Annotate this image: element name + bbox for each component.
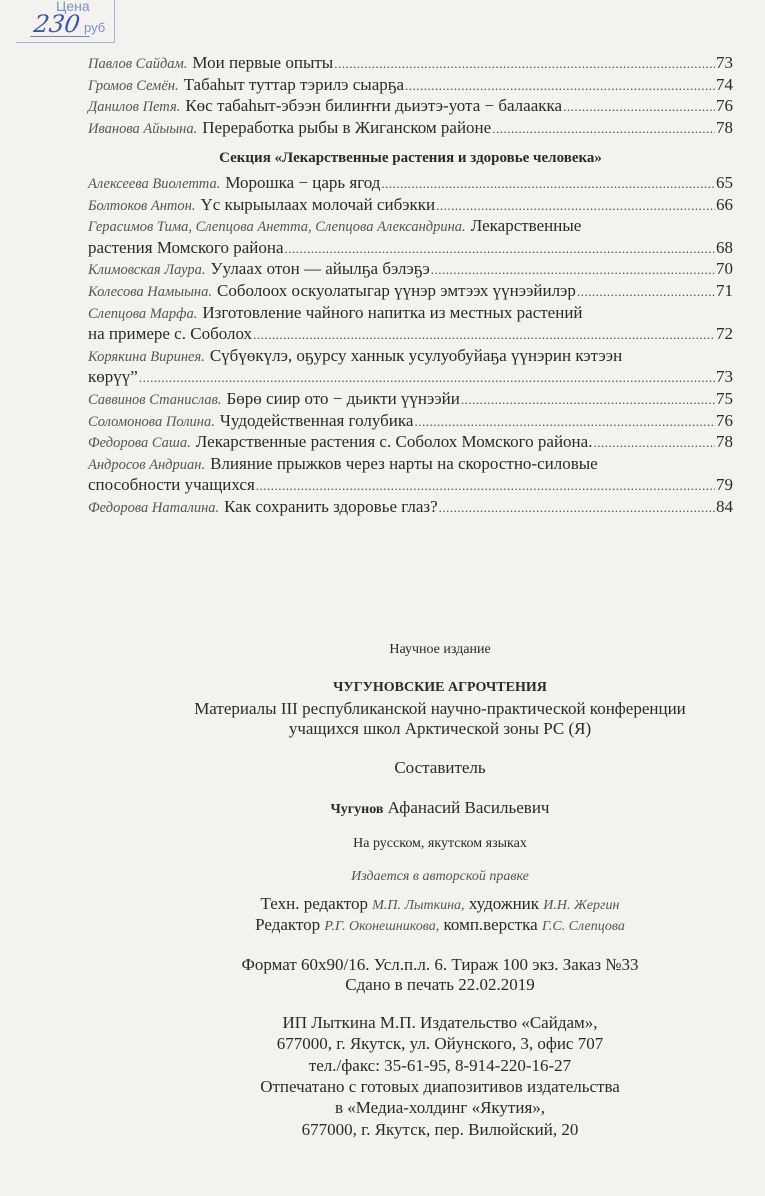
toc-author: Федорова Саша. [88, 435, 191, 452]
artist: И.Н. Жергин [543, 898, 620, 913]
toc-title-continuation: растения Момского района [88, 237, 284, 257]
toc-title: Сүбүөкүлэ, оҕурсу ханнык усулуобуйаҕа үүнэрин кэтээн [209, 345, 623, 365]
toc-page: 76 [716, 96, 733, 116]
subtitle-line-1: Материалы III республиканской научно-практической конференции [194, 699, 686, 718]
dot-leader [139, 367, 715, 388]
artist-label: художник [468, 894, 540, 913]
toc-title: Лекарственные [470, 216, 582, 236]
toc-page: 72 [716, 324, 733, 344]
toc-author: Громов Семён. [88, 77, 179, 94]
format-line: Формат 60х90/16. Усл.п.л. 6. Тираж 100 экз. Заказ №33 [241, 955, 639, 974]
dot-leader [405, 75, 715, 96]
toc-author: Корякина Виринея. [88, 348, 205, 365]
toc-author: Болтоков Антон. [88, 197, 196, 214]
toc-title: Влияние прыжков через нарты на скоростно-силовые [210, 453, 598, 473]
dot-leader [563, 96, 715, 117]
printed-line-3: 677000, г. Якутск, пер. Вилюйский, 20 [301, 1120, 579, 1139]
toc-title: Чудодейственная голубика [219, 410, 414, 430]
toc-title: Көс табаһыт-эбээн билиҥҥи дьиэтэ-уота − балаакка [185, 96, 563, 116]
toc-page: 65 [716, 173, 733, 192]
toc-author: Данилов Петя. [88, 99, 181, 116]
compiler-label: Составитель [394, 758, 486, 777]
toc-author: Климовская Лаура. [88, 262, 206, 279]
dot-leader [436, 195, 715, 216]
toc-author: Иванова Айыына. [88, 120, 198, 137]
toc-author: Павлов Сайдам. [88, 56, 188, 72]
print-date: Сдано в печать 22.02.2019 [345, 975, 535, 994]
section-title: Секция «Лекарственные растения и здоровье человека» [219, 150, 602, 166]
book-title: ЧУГУНОВСКИЕ АГРОЧТЕНИЯ [333, 680, 547, 695]
toc-entry-continuation [88, 475, 733, 496]
toc-page: 66 [716, 194, 733, 214]
toc-entry [88, 432, 733, 453]
toc-page: 73 [716, 53, 733, 72]
price-label: Цена [56, 0, 90, 14]
tech-editor-label: Техн. редактор [260, 894, 368, 913]
languages: На русском, якутском языках [353, 836, 527, 851]
dot-leader [461, 389, 715, 410]
publisher: ИП Лыткина М.П. Издательство «Сайдам», [282, 1013, 598, 1032]
toc-entry [88, 53, 733, 74]
toc-title: Бөрө сиир ото − дьикти үүнээйи [226, 389, 460, 408]
toc-title: Үс кырыылаах молочай сибэкки [200, 194, 436, 214]
dot-leader [439, 497, 715, 518]
toc-entry [88, 497, 733, 518]
toc-entry [88, 303, 733, 324]
author-edit-note: Издается в авторской правке [351, 869, 529, 884]
toc-entry [88, 389, 733, 410]
toc-page: 79 [716, 475, 733, 495]
toc-author: Колесова Намыына. [88, 284, 212, 300]
toc-entry-continuation [88, 324, 733, 345]
toc-title-continuation: көрүү” [88, 367, 138, 387]
toc-title: Табаһыт туттар тэрилэ сыарҕа [183, 74, 405, 94]
toc-page: 70 [716, 259, 733, 279]
toc-entry [88, 118, 733, 139]
dot-leader [577, 281, 715, 302]
dot-leader [492, 118, 715, 139]
toc-entry [88, 173, 733, 194]
toc-title: Лекарственные растения с. Соболох Момского района. [195, 432, 593, 452]
toc-entry [88, 411, 733, 432]
layout-label: комп.верстка [443, 915, 538, 934]
toc-entry [88, 346, 733, 367]
dot-leader [256, 475, 715, 496]
toc-title: Мои первые опыты [192, 53, 334, 72]
printed-line-2: в «Медиа-холдинг «Якутия», [334, 1098, 546, 1117]
toc-entry [88, 281, 733, 302]
dot-leader [414, 411, 715, 432]
toc-author: Федорова Наталина. [88, 500, 220, 516]
toc-author: Соломонова Полина. [88, 413, 215, 430]
toc-page: 76 [716, 410, 733, 430]
toc-author: Алексеева Виолетта. [88, 176, 221, 192]
toc-author: Слепцова Марфа. [88, 305, 198, 322]
toc-entry-continuation [88, 367, 733, 388]
dot-leader [284, 238, 715, 259]
dot-leader [431, 259, 715, 280]
toc-title-continuation: на примере с. Соболох [88, 324, 253, 344]
compiler-surname: Чугунов [330, 802, 384, 817]
editor-line [80, 915, 765, 935]
toc-page: 71 [716, 281, 733, 300]
price-underline [30, 36, 90, 37]
toc-page: 75 [716, 389, 733, 408]
compiler [80, 798, 765, 818]
editor: Р.Г. Оконешникова, [324, 919, 440, 934]
toc-title: Уулаах отон — айылҕа бэлэҕэ [210, 259, 430, 279]
toc-entry [88, 96, 733, 117]
toc-page: 68 [716, 237, 733, 257]
toc-page: 74 [716, 74, 733, 94]
toc-author: Саввинов Станислав. [88, 392, 222, 408]
toc-title: Как сохранить здоровье глаз? [224, 497, 438, 516]
dot-leader [381, 173, 715, 194]
editor-label: Редактор [255, 915, 321, 934]
dot-leader [253, 324, 715, 345]
tech-editor: М.П. Лыткина, [372, 898, 465, 913]
dot-leader [593, 432, 715, 453]
toc-page: 84 [716, 497, 733, 516]
toc-title-continuation: способности учащихся [88, 475, 255, 495]
toc-entry [88, 195, 733, 216]
toc-author: Андросов Андриан. [88, 456, 206, 473]
toc-title: Соболоох оскуолатыгар үүнэр эмтээх үүнээйилэр [216, 281, 576, 300]
toc-title: Морошка − царь ягод [225, 173, 381, 192]
toc-entry-continuation [88, 238, 733, 259]
toc-title: Переработка рыбы в Жиганском районе [202, 117, 492, 137]
price-stamp [16, 0, 115, 43]
dot-leader [334, 53, 715, 74]
toc-author: Герасимов Тима, Слепцова Анетта, Слепцова Александрина. [88, 219, 466, 236]
subtitle-line-2: учащихся школ Арктической зоны РС (Я) [288, 719, 592, 738]
toc-page: 73 [716, 367, 733, 387]
toc-entry [88, 75, 733, 96]
price-value: 230 [32, 10, 82, 38]
toc-page: 78 [716, 117, 733, 137]
toc-entry [88, 216, 733, 237]
toc-page: 78 [716, 432, 733, 452]
edition-type: Научное издание [389, 642, 491, 657]
tech-editor-line [80, 894, 765, 914]
printed-line-1: Отпечатано с готовых диапозитивов издательства [260, 1077, 620, 1096]
toc-title: Изготовление чайного напитка из местных растений [202, 302, 583, 322]
price-currency: руб [84, 20, 106, 35]
layout-artist: Г.С. Слепцова [541, 919, 625, 934]
compiler-name: Афанасий Васильевич [387, 798, 550, 817]
toc-entry [88, 259, 733, 280]
publisher-address: 677000, г. Якутск, ул. Ойунского, 3, офис 707 [276, 1034, 604, 1053]
toc-entry [88, 454, 733, 475]
publisher-phone: тел./факс: 35-61-95, 8-914-220-16-27 [308, 1056, 572, 1075]
